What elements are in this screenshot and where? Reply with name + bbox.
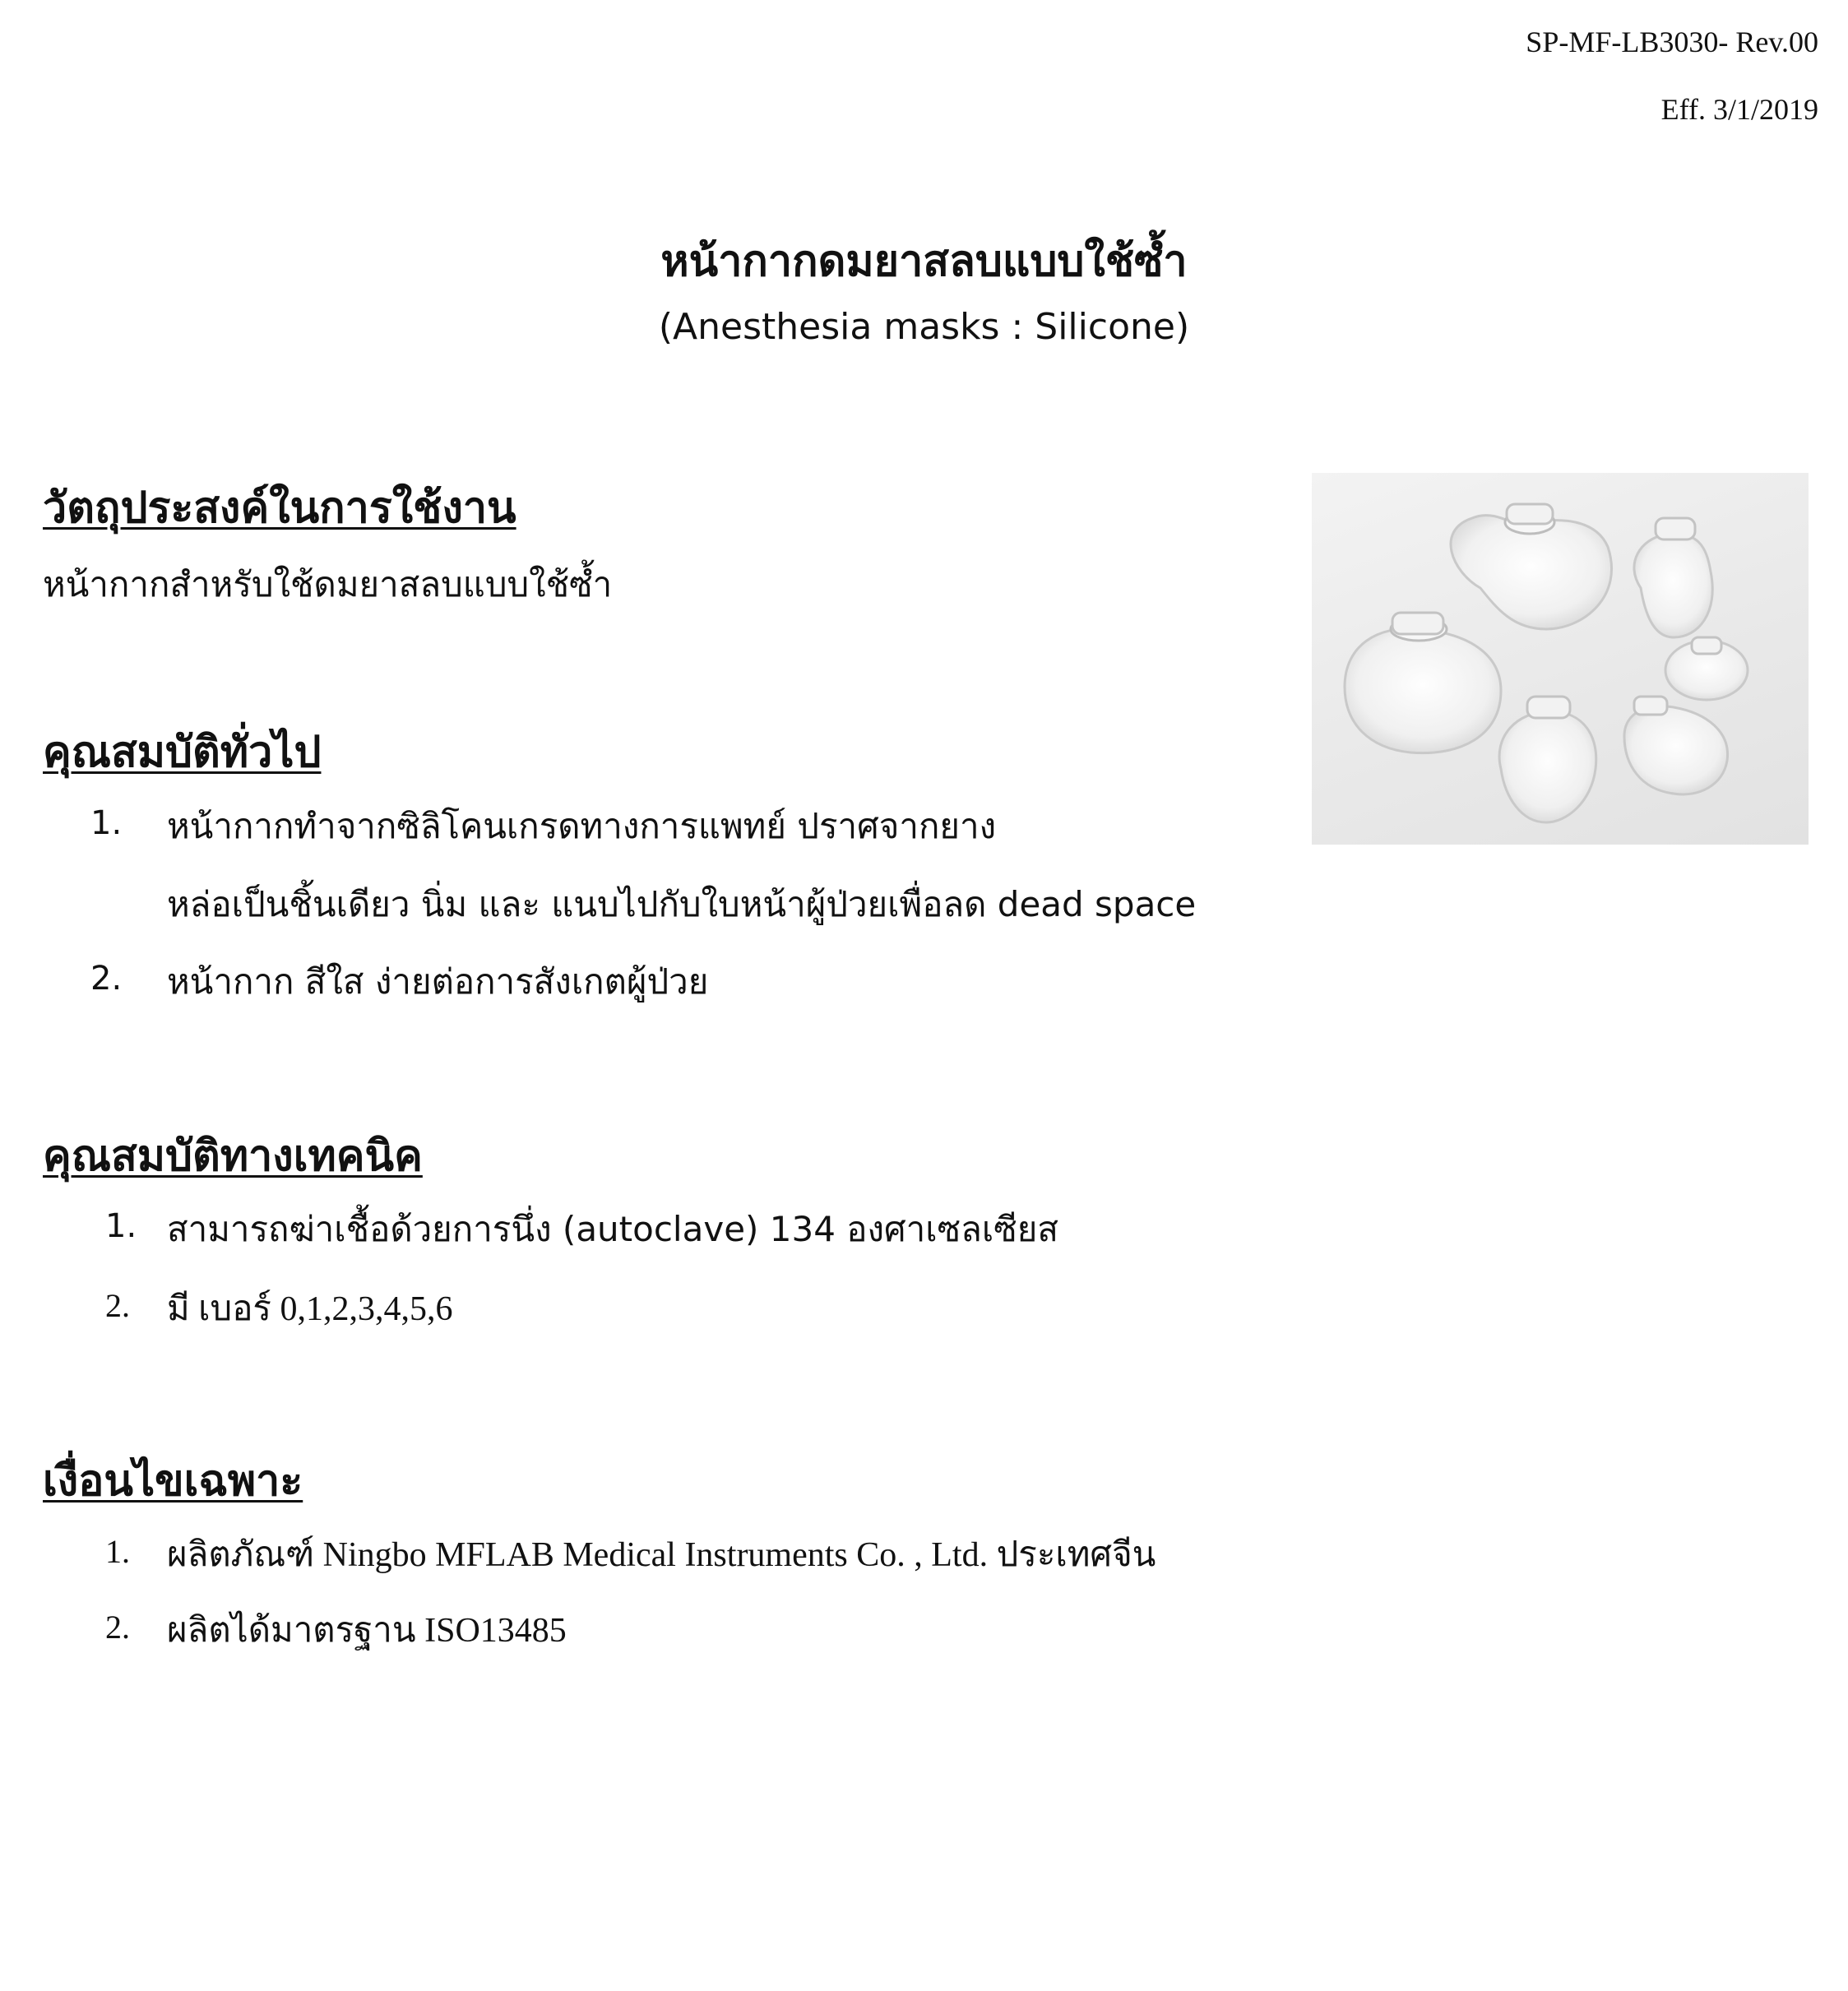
effective-date: Eff. 3/1/2019 [1660, 93, 1818, 126]
technical-item-1-number: 1. [105, 1207, 137, 1245]
mask-medium-right [1634, 518, 1712, 637]
conditions-item-2-text: ผลิตได้มาตรฐาน ISO13485 [167, 1612, 567, 1650]
purpose-heading: วัตถุประสงค์ในการใช้งาน [43, 485, 516, 532]
technical-item-2-number: 2. [105, 1287, 130, 1324]
mask-medium-bottom [1499, 697, 1596, 822]
technical-item-1-text: สามารถฆ่าเชื้อด้วยการนึ่ง (autoclave) 134 องศาเซลเซียส [167, 1209, 1058, 1249]
product-photo [1312, 473, 1809, 845]
mask-small-bottom-right [1624, 697, 1728, 794]
general-item-1-line-1: หน้ากากทำจากซิลิโคนเกรดทางการแพทย์ ปราศจากยาง [167, 806, 997, 846]
purpose-text: หน้ากากสำหรับใช้ดมยาสลบแบบใช้ซ้ำ [43, 564, 613, 604]
technical-item-2-text: มี เบอร์ 0,1,2,3,4,5,6 [167, 1290, 453, 1328]
general-item-1-line-2: หล่อเป็นชิ้นเดียว นิ่ม และ แนบไปกับใบหน้าผู้ป่วยเพื่อลด dead space [167, 884, 1197, 924]
mask-large-top [1451, 504, 1612, 629]
mask-large-left [1345, 613, 1501, 753]
page-subtitle: (Anesthesia masks : Silicone) [658, 306, 1190, 348]
conditions-item-1-number: 1. [105, 1533, 130, 1570]
conditions-item-1-text: ผลิตภัณฑ์ Ningbo MFLAB Medical Instruments Co. , Ltd. ประเทศจีน [167, 1536, 1156, 1574]
technical-heading: คุณสมบัติทางเทคนิค [43, 1133, 423, 1180]
page-title: หน้ากากดมยาสลบแบบใช้ซ้ำ [660, 238, 1188, 285]
conditions-item-2-number: 2. [105, 1609, 130, 1646]
conditions-heading: เงื่อนไขเฉพาะ [43, 1458, 303, 1505]
general-item-1-number: 1. [90, 804, 123, 842]
document-code: SP-MF-LB3030- Rev.00 [1526, 25, 1818, 58]
mask-small-right [1665, 637, 1748, 700]
general-item-2-number: 2. [90, 960, 123, 998]
general-heading: คุณสมบัติทั่วไป [43, 729, 322, 776]
general-item-2-text: หน้ากาก สีใส ง่ายต่อการสังเกตผู้ป่วย [167, 961, 709, 1002]
